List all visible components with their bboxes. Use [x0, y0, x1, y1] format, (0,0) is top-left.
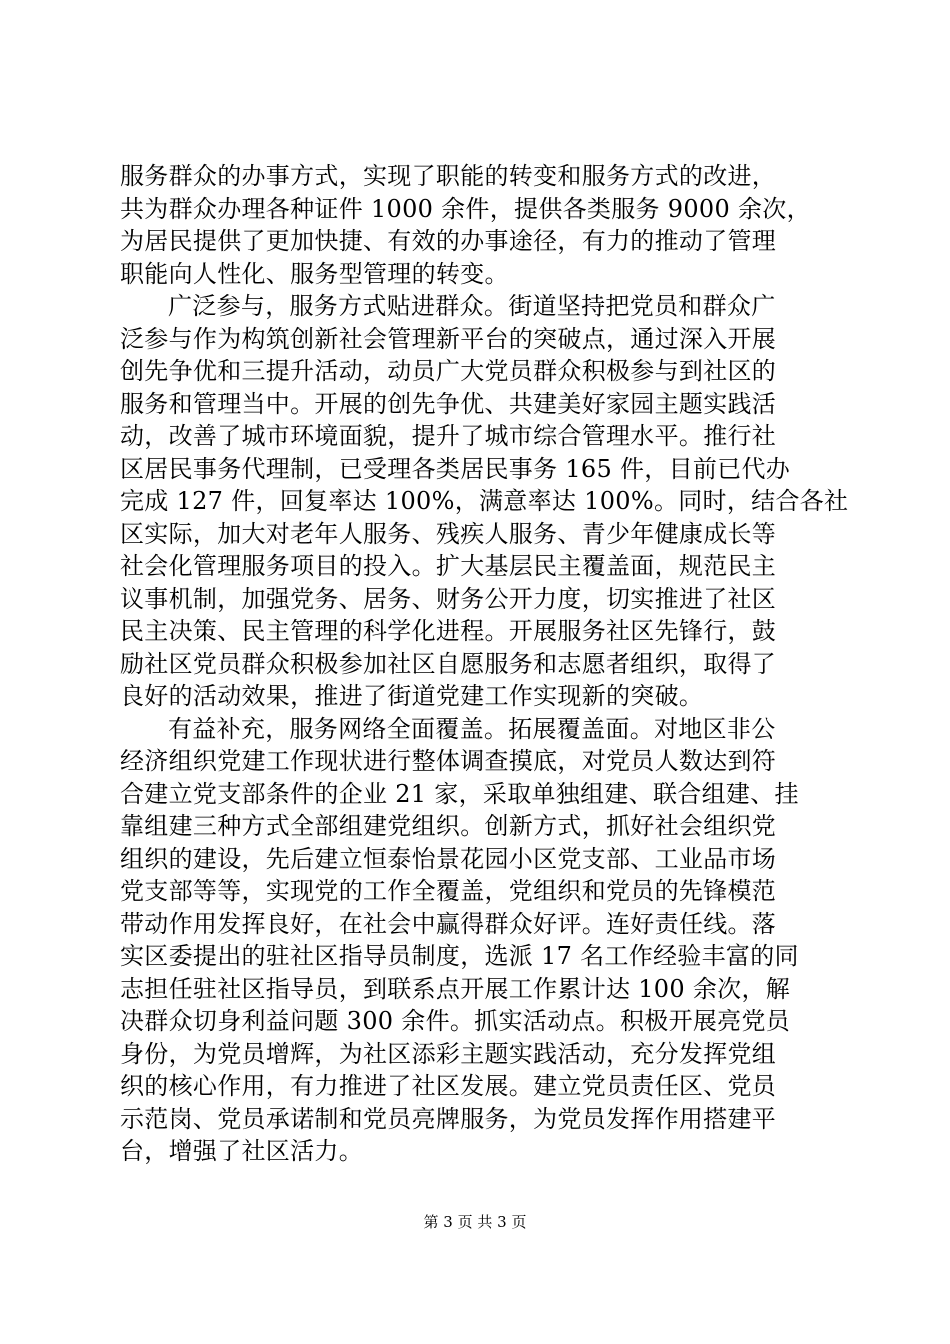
text-line: 创先争优和三提升活动，动员广大党员群众积极参与到社区的 [120, 357, 777, 385]
text-line: 实区委提出的驻社区指导员制度，选派 17 名工作经验丰富的同 [120, 942, 799, 970]
text-line: 带动作用发挥良好，在社会中赢得群众好评。连好责任线。落 [120, 909, 777, 938]
text-line: 志担任驻社区指导员，到联系点开展工作累计达 100 余次，解 [120, 974, 791, 1003]
text-line: 社会化管理服务项目的投入。扩大基层民主覆盖面，规范民主 [120, 552, 777, 580]
page-number-footer: 第 3 页 共 3 页 [423, 1213, 527, 1231]
text-line: 区实际，加大对老年人服务、残疾人服务、青少年健康成长等 [120, 519, 777, 548]
text-line: 励社区党员群众积极参加社区自愿服务和志愿者组织，取得了 [120, 649, 777, 678]
text-line: 泛参与作为构筑创新社会管理新平台的突破点，通过深入开展 [120, 324, 777, 353]
paragraph-start-line: 有益补充，服务网络全面覆盖。拓展覆盖面。对地区非公 [168, 714, 776, 743]
text-line: 职能向人性化、服务型管理的转变。 [120, 259, 509, 288]
text-line: 服务和管理当中。开展的创先争优、共建美好家园主题实践活 [120, 389, 777, 418]
text-line: 示范岗、党员承诺制和党员亮牌服务，为党员发挥作用搭建平 [120, 1104, 777, 1133]
text-line: 靠组建三种方式全部组建党组织。创新方式，抓好社会组织党 [120, 812, 777, 840]
text-line: 经济组织党建工作现状进行整体调查摸底，对党员人数达到符 [120, 747, 777, 775]
text-line: 动，改善了城市环境面貌，提升了城市综合管理水平。推行社 [120, 422, 777, 450]
text-line: 完成 127 件，回复率达 100%，满意率达 100%。同时，结合各社 [120, 487, 849, 515]
text-line: 决群众切身利益问题 300 余件。抓实活动点。积极开展亮党员 [120, 1007, 791, 1035]
text-line: 服务群众的办事方式，实现了职能的转变和服务方式的改进， [120, 162, 777, 190]
text-line: 民主决策、民主管理的科学化进程。开展服务社区先锋行，鼓 [120, 617, 777, 645]
text-line: 良好的活动效果，推进了街道党建工作实现新的突破。 [120, 682, 704, 710]
text-line: 为居民提供了更加快捷、有效的办事途径，有力的推动了管理 [120, 227, 777, 255]
text-line: 织的核心作用，有力推进了社区发展。建立党员责任区、党员 [120, 1072, 777, 1100]
text-line: 合建立党支部条件的企业 21 家，采取单独组建、联合组建、挂 [120, 779, 799, 808]
text-line: 身份，为党员增辉，为社区添彩主题实践活动，充分发挥党组 [120, 1039, 777, 1068]
text-line: 党支部等等，实现党的工作全覆盖，党组织和党员的先锋模范 [120, 877, 777, 905]
document-body [120, 160, 849, 1168]
text-line: 区居民事务代理制，已受理各类居民事务 165 件，目前已代办 [120, 454, 791, 483]
text-line: 台，增强了社区活力。 [120, 1137, 363, 1165]
text-line: 组织的建设，先后建立恒泰怡景花园小区党支部、工业品市场 [120, 844, 777, 873]
paragraph-start-line: 广泛参与，服务方式贴进群众。街道坚持把党员和群众广 [168, 292, 776, 320]
text-line: 议事机制，加强党务、居务、财务公开力度，切实推进了社区 [120, 584, 777, 613]
text-line: 共为群众办理各种证件 1000 余件，提供各类服务 9000 余次， [120, 194, 811, 223]
